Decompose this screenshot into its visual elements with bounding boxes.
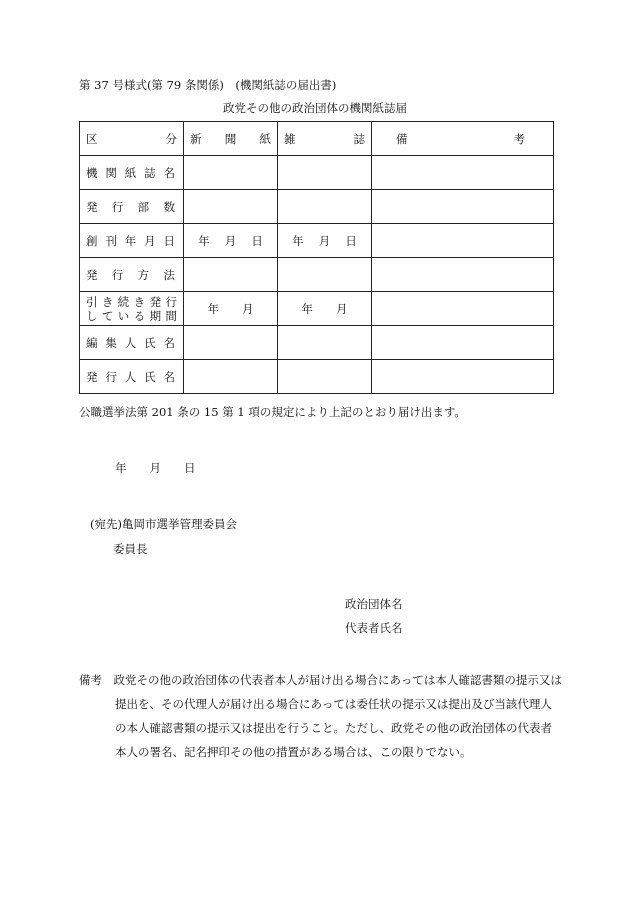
- row-label-publisher-name: [80, 360, 184, 394]
- header-newspaper-char: 新: [190, 131, 202, 146]
- row-label-char: 行: [111, 267, 124, 282]
- header-remarks-char: 備: [396, 131, 408, 146]
- row-label-char: 発: [86, 199, 98, 214]
- table-row: [80, 292, 554, 326]
- remarks-note: [79, 668, 563, 764]
- row-label-char: 名: [163, 335, 175, 350]
- cell-newspaper: [184, 326, 278, 360]
- row-label-char: き: [133, 294, 146, 309]
- table-row: [80, 258, 554, 292]
- row-label-char: 行: [165, 294, 177, 309]
- header-category: [80, 122, 184, 156]
- row-label-char: 発: [86, 267, 98, 282]
- row-label-publication-method: [80, 258, 184, 292]
- row-label-char: 創: [86, 233, 98, 248]
- row-label-char: 月: [144, 233, 156, 248]
- row-label-char: 続: [117, 294, 130, 309]
- header-magazine: [278, 122, 372, 156]
- row-label-char: 年: [124, 233, 137, 248]
- row-label-char: 行: [111, 199, 124, 214]
- row-label-char: 名: [163, 369, 175, 384]
- row-label-char: 法: [163, 267, 175, 282]
- cell-magazine-date: 年 月 日: [278, 224, 372, 258]
- row-label-publication-name: [80, 156, 184, 190]
- remarks-text: 備考 政党その他の政治団体の代表者本人が届け出る場合にあっては本人確認書類の提示又は提出を、その代理人が届け出る場合にあっては委任状の提示又は提出及び当該代理人の本人確認書類の提示又は提出を行うこと。ただし、政党その他の政治団体の代表者本人の署名、記名押印その他の措置がある場合は、この限りでない。: [79, 673, 562, 759]
- cell-remarks: [372, 224, 554, 258]
- header-remarks-char: 考: [513, 131, 525, 146]
- table-row: [80, 326, 554, 360]
- declaration-statement: 公職選挙法第 201 条の 15 第 1 項の規定により上記のとおり届け出ます。: [79, 405, 466, 419]
- row-label-char: 氏: [144, 335, 156, 350]
- cell-remarks: [372, 258, 554, 292]
- row-label-circulation: [80, 190, 184, 224]
- org-name-label: 政治団体名: [345, 597, 403, 611]
- cell-newspaper-date: 年 月 日: [184, 224, 278, 258]
- table-header-row: [80, 122, 554, 156]
- row-label-char: 名: [163, 165, 175, 180]
- row-label-char: 紙: [124, 165, 137, 180]
- header-newspaper-char: 聞: [224, 131, 237, 146]
- row-label-char: る: [133, 308, 146, 323]
- row-label-char: 人: [124, 369, 137, 384]
- header-remarks: [372, 122, 554, 156]
- cell-newspaper: [184, 360, 278, 394]
- header-newspaper: [184, 122, 278, 156]
- row-label-char: 引: [86, 294, 98, 309]
- table-row: [80, 224, 554, 258]
- cell-newspaper: [184, 258, 278, 292]
- header-magazine-char: 誌: [353, 131, 365, 146]
- table-row: [80, 190, 554, 224]
- cell-magazine-period: 年 月: [278, 292, 372, 326]
- row-label-char: し: [86, 308, 98, 323]
- header-newspaper-char: 紙: [259, 131, 271, 146]
- cell-magazine: [278, 360, 372, 394]
- row-label-char: 部: [137, 199, 150, 214]
- cell-newspaper: [184, 190, 278, 224]
- row-label-char: 行: [105, 369, 117, 384]
- row-label-char: 発: [149, 294, 162, 309]
- cell-remarks: [372, 292, 554, 326]
- row-label-editor-name: [80, 326, 184, 360]
- cell-newspaper-period: 年 月: [184, 292, 278, 326]
- row-label-char: い: [117, 308, 130, 323]
- cell-remarks: [372, 326, 554, 360]
- row-label-char: 編: [86, 335, 98, 350]
- row-label-first-issue-date: [80, 224, 184, 258]
- row-label-continuous-period: [80, 292, 184, 326]
- cell-newspaper: [184, 156, 278, 190]
- row-label-char: 誌: [144, 165, 156, 180]
- row-label-char: 刊: [105, 233, 117, 248]
- row-label-char: 日: [163, 233, 175, 248]
- row-label-char: 方: [137, 267, 150, 282]
- row-label-char: 集: [105, 335, 117, 350]
- cell-magazine: [278, 156, 372, 190]
- cell-remarks: [372, 156, 554, 190]
- cell-magazine: [278, 326, 372, 360]
- cell-magazine: [278, 258, 372, 292]
- row-label-char: て: [101, 308, 114, 323]
- table-row: [80, 360, 554, 394]
- form-title: 政党その他の政治団体の機関紙誌届: [223, 101, 407, 115]
- header-category-b: 分: [165, 131, 177, 146]
- row-label-char: 間: [165, 308, 177, 323]
- cell-remarks: [372, 190, 554, 224]
- addressee: (宛先)亀岡市選挙管理委員会: [90, 517, 237, 531]
- row-label-char: 数: [163, 199, 175, 214]
- cell-magazine: [278, 190, 372, 224]
- header-category-a: 区: [86, 131, 98, 146]
- date-line: 年 月 日: [115, 461, 196, 475]
- row-label-char: 人: [124, 335, 137, 350]
- form-reference: 第 37 号様式(第 79 条関係) (機関紙誌の届出書): [79, 78, 337, 92]
- row-label-char: 関: [105, 165, 117, 180]
- row-label-char: き: [101, 294, 114, 309]
- registration-table: [79, 121, 554, 394]
- committee-chair: 委員長: [113, 542, 148, 556]
- row-label-char: 期: [149, 308, 162, 323]
- row-label-char: 機: [86, 165, 98, 180]
- row-label-char: 氏: [144, 369, 156, 384]
- header-magazine-char: 雑: [284, 131, 296, 146]
- cell-remarks: [372, 360, 554, 394]
- table-row: [80, 156, 554, 190]
- representative-name-label: 代表者氏名: [345, 621, 403, 635]
- row-label-char: 発: [86, 369, 98, 384]
